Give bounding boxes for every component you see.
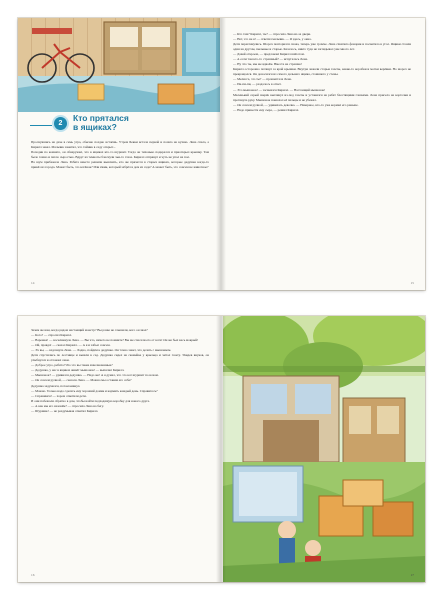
page-number: 14 [31, 281, 35, 285]
book-gutter [216, 18, 226, 290]
bottom-book-spread [18, 316, 425, 582]
garden-illustration [223, 316, 425, 582]
top-book-spread [18, 18, 425, 290]
chapter-title-line1: Кто прятался [73, 113, 129, 123]
chapter-heading [54, 114, 129, 132]
body-text: Зачем же вам, когда рядом настоящий монстр? Вы разве не слышали, кого он звал? — Кого? — спросил Кирилл. — Варежка! — воскликнула Лена. — Вы что, ничего не помните? Вы же спасали его от кота! Он же был весь мокрый! — Ой, правда! — сказал Кирилл. — А я и забыл совсем. — Эх вы, — вздохнула Лена. — Ладно, пойдём к дедушке. Он точно знает, что делать с мышонком. Дети спустились по лестнице и вышли в сад. Дедушка сидел на скамейке у крыльца и читал газету. Увидев внуков, он улыбнулся и отложил очки. — Доброе утро, ребята! Что это вы такие взволнованные? — Дедушка, у нас в ящиках живёт мышонок! — выпалил Кирилл. — Мышонок? — удивился дедушка. — Надо же! А я думал, что это кот шуршит по ночам. — Он совсем ручной, — сказала Лена. — Можно мы оставим его себе? Дедушка задумался, потом кивнул. — Можно. Только надо сделать ему хороший домик и кормить каждый день. Справитесь? — Справимся! — хором ответили дети. И они побежали обратно в дом, чтобы найти подходящую коробку для нового друга. — А как мы его назовём? — спросила Лена на бегу. — Шуршик! — не раздумывая ответил Кирилл. [31, 328, 209, 413]
book-gutter [216, 316, 226, 582]
chapter-title [73, 114, 129, 132]
chapter-title-line2: в ящиках? [73, 122, 117, 132]
body-text: Проснувшись на даче в семь утра, обычно поздно встаёшь. Утром Бекки встала первой и пошла на кухню. Лена спала, а Кирилл зевал. Мальчик заметил, что тайник в саду открыт... Походив по комнате, он обнаружил, что в ящиках кто-то шуршит. Тогда он тихонько подкрался и приоткрыл крышку. Там было темно и пахло сыростью. Вдруг из темноты блеснули чьи-то глаза. Кирилл отпрянул и чуть не упал на пол. На шум прибежала Лена. Ребята вместе решили выяснить, кто же прячется в старых ящиках, которые дедушка когда-то привёз из города. Может быть, это котёнок? Или ёжик, который забрёл в дом из сада? А может быть, это совсем не животное? [31, 140, 209, 170]
chapter-divider [30, 125, 52, 126]
page-left-bottom [18, 316, 220, 582]
kitchen-illustration [18, 18, 220, 112]
chapter-number-badge: 2 [54, 117, 67, 130]
page-right-top [223, 18, 425, 290]
page-number: 16 [31, 573, 35, 577]
body-text: — Кто там? Кирилл, ты? — спросила Лена из-за двери. — Нет, это не я! — ответил мальчик. — Я здесь, у окна. Дети переглянулись. Шорох повторился снова, теперь уже громче. Лена схватила фонарик и посветила в угол. Ящики стояли один на другом, пыльные и старые. Казалось, никто туда не заглядывал уже много лет. — Давай откроем, — предложил Кирилл шёпотом. — А если там кто-то страшный? — испугалась Лена. — Ну что ты, мы же вдвоём. Вместе не страшно! Кирилл осторожно потянул за край крышки. Внутри лежали старые газеты, какие-то коробки и мотки верёвки. Но шорох не прекращался. Он доносился из самого дальнего ящика, стоявшего у стены. — Мелисса, это ты? — прошептала Лена. — Пи-пи-пи, — раздалось в ответ. — Это мышонок! — засмеялся Кирилл. — Настоящий мышонок! Маленький серый зверёк выглянул из-под газеты и уставился на ребят блестящими глазками. Лена присела на корточки и протянула руку. Мышонок понюхал её пальцы и не убежал. — Он совсем ручной, — удивилась девочка. — Наверное, кто-то уже кормил его раньше. — Надо принести ему сыра, — решил Кирилл. [233, 32, 411, 112]
page-right-bottom [223, 316, 425, 582]
page-number: 17 [410, 573, 414, 577]
page-number: 15 [410, 281, 414, 285]
page-left-top [18, 18, 220, 290]
